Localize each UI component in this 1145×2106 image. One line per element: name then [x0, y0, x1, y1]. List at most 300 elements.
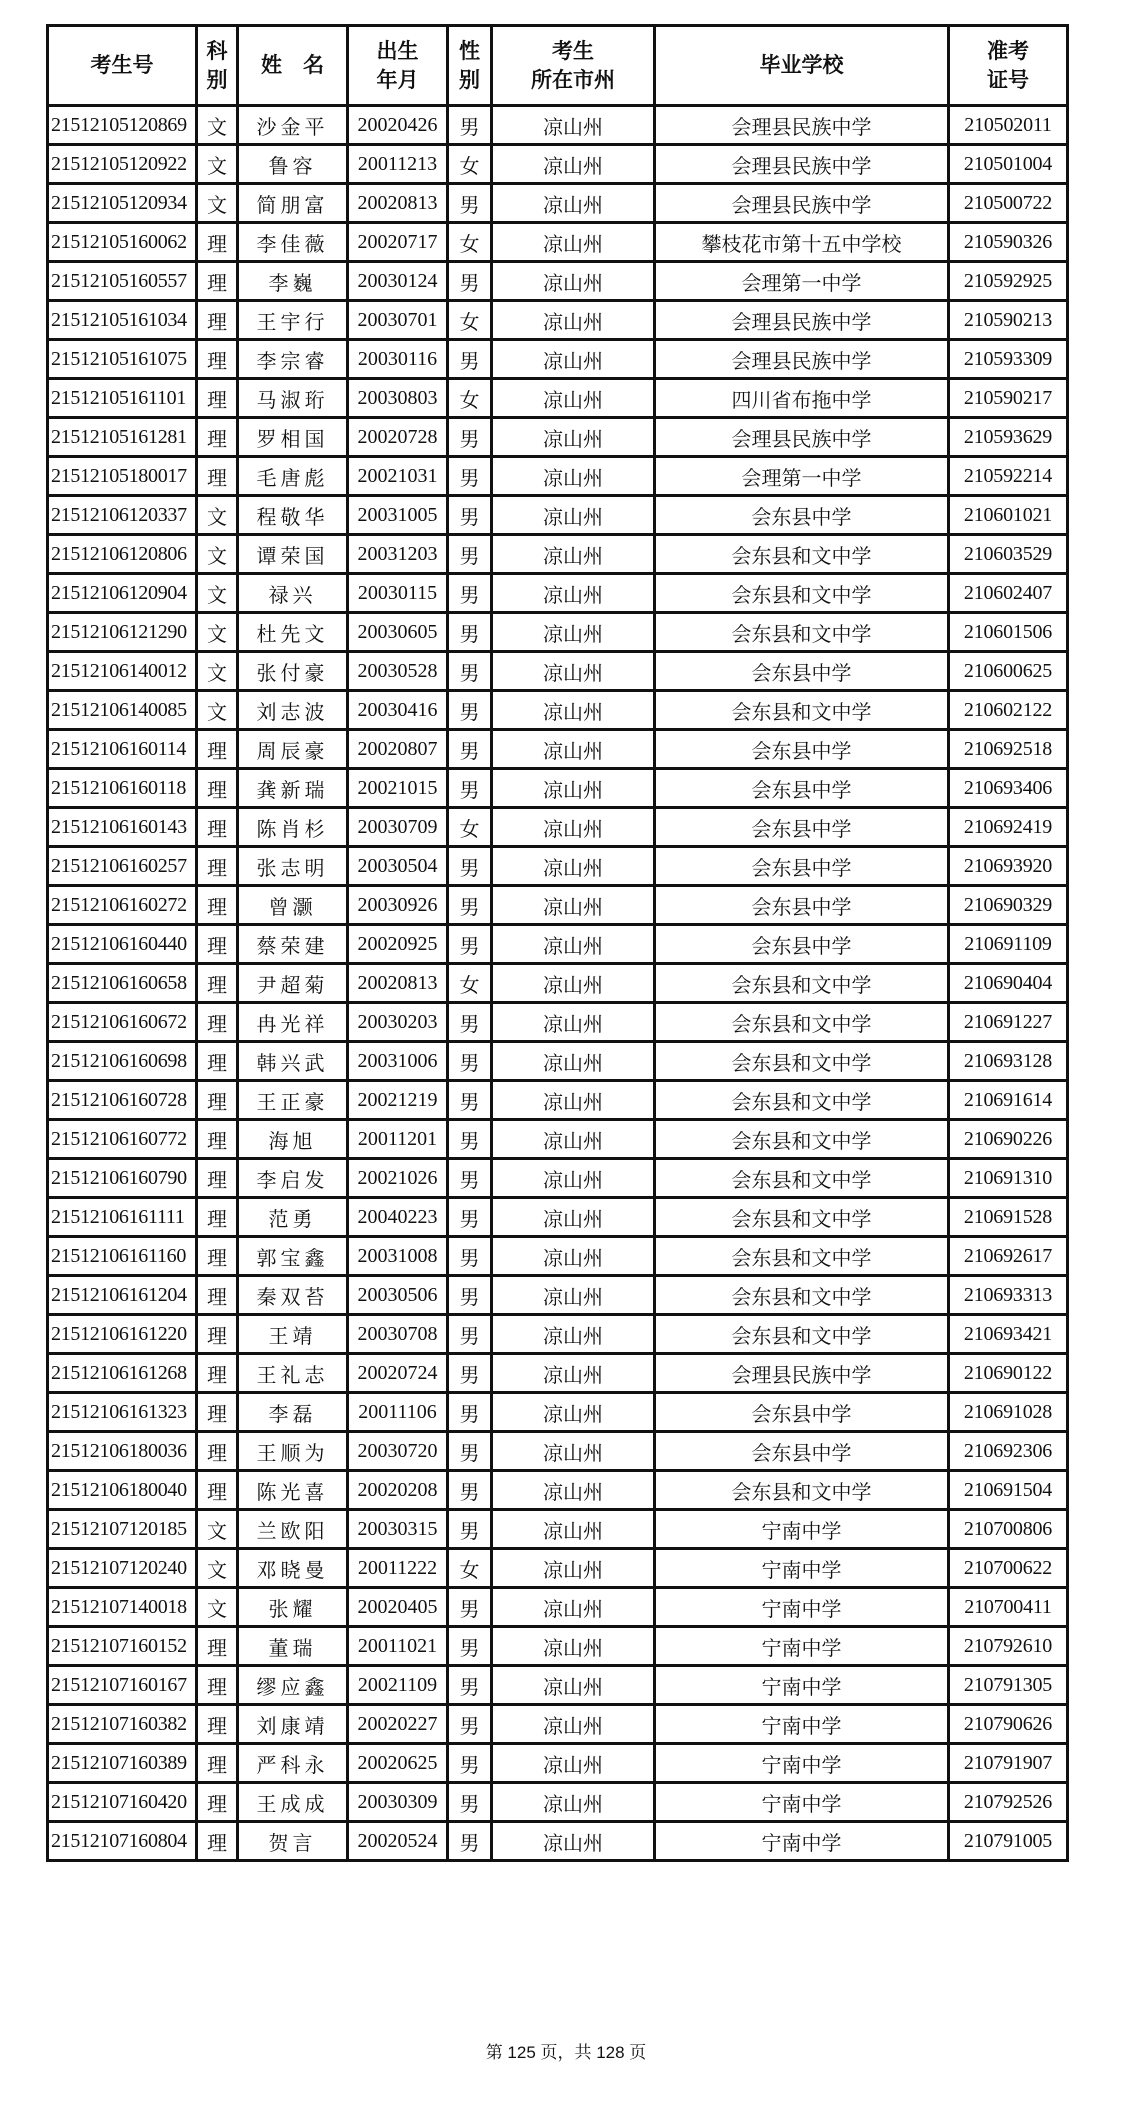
- gender-cell: 女: [448, 964, 492, 1003]
- name-cell: 王靖: [238, 1315, 348, 1354]
- table-row: [48, 1354, 1068, 1393]
- gender-cell: 男: [448, 418, 492, 457]
- header-gender: [448, 26, 492, 106]
- subject-cell: 文: [197, 691, 238, 730]
- name-cell: 龚新瑞: [238, 769, 348, 808]
- city-cell: 凉山州: [492, 1783, 655, 1822]
- ticket-cell: 210792610: [949, 1627, 1068, 1666]
- ticket-cell: 210601506: [949, 613, 1068, 652]
- gender-cell: 女: [448, 808, 492, 847]
- gender-cell: 男: [448, 1705, 492, 1744]
- subject-cell: 理: [197, 1471, 238, 1510]
- name-cell: 刘康靖: [238, 1705, 348, 1744]
- school-cell: 宁南中学: [655, 1822, 949, 1861]
- ticket-cell: 210691310: [949, 1159, 1068, 1198]
- ticket-cell: 210791305: [949, 1666, 1068, 1705]
- gender-cell: 男: [448, 691, 492, 730]
- birth-cell: 20020813: [348, 184, 448, 223]
- name-cell: 李宗睿: [238, 340, 348, 379]
- city-cell: 凉山州: [492, 1822, 655, 1861]
- subject-cell: 理: [197, 769, 238, 808]
- table-row: [48, 1588, 1068, 1627]
- school-cell: 会东县和文中学: [655, 1198, 949, 1237]
- candidate-id-cell: 21512106160143: [48, 808, 197, 847]
- header-city: [492, 26, 655, 106]
- candidate-id-cell: 21512105120922: [48, 145, 197, 184]
- city-cell: 凉山州: [492, 1705, 655, 1744]
- candidate-id-cell: 21512105120869: [48, 106, 197, 145]
- school-cell: 会东县和文中学: [655, 691, 949, 730]
- candidate-id-cell: 21512106161220: [48, 1315, 197, 1354]
- birth-cell: 20030315: [348, 1510, 448, 1549]
- candidate-id-cell: 21512107160167: [48, 1666, 197, 1705]
- gender-cell: 男: [448, 613, 492, 652]
- subject-cell: 理: [197, 847, 238, 886]
- candidate-id-cell: 21512107160804: [48, 1822, 197, 1861]
- birth-cell: 20020717: [348, 223, 448, 262]
- subject-cell: 文: [197, 1510, 238, 1549]
- ticket-cell: 210500722: [949, 184, 1068, 223]
- gender-cell: 男: [448, 1627, 492, 1666]
- subject-cell: 理: [197, 1705, 238, 1744]
- subject-cell: 理: [197, 262, 238, 301]
- school-cell: 会东县中学: [655, 769, 949, 808]
- birth-cell: 20030115: [348, 574, 448, 613]
- school-cell: 会东县和文中学: [655, 1471, 949, 1510]
- table-row: [48, 1744, 1068, 1783]
- name-cell: 程敬华: [238, 496, 348, 535]
- subject-cell: 文: [197, 184, 238, 223]
- city-cell: 凉山州: [492, 1120, 655, 1159]
- birth-cell: 20020426: [348, 106, 448, 145]
- subject-cell: 理: [197, 1627, 238, 1666]
- gender-cell: 男: [448, 1510, 492, 1549]
- table-row: [48, 1042, 1068, 1081]
- gender-cell: 男: [448, 1471, 492, 1510]
- ticket-cell: 210691614: [949, 1081, 1068, 1120]
- name-cell: 简朋富: [238, 184, 348, 223]
- city-cell: 凉山州: [492, 574, 655, 613]
- table-row: [48, 691, 1068, 730]
- name-cell: 沙金平: [238, 106, 348, 145]
- gender-cell: 男: [448, 1198, 492, 1237]
- school-cell: 会东县中学: [655, 886, 949, 925]
- city-cell: 凉山州: [492, 847, 655, 886]
- header-ticket: [949, 26, 1068, 106]
- candidate-id-cell: 21512105180017: [48, 457, 197, 496]
- gender-cell: 女: [448, 301, 492, 340]
- birth-cell: 20030203: [348, 1003, 448, 1042]
- table-row: [48, 145, 1068, 184]
- school-cell: 会理县民族中学: [655, 1354, 949, 1393]
- city-cell: 凉山州: [492, 106, 655, 145]
- birth-cell: 20030416: [348, 691, 448, 730]
- header-subject-line2: 别: [206, 67, 228, 92]
- candidate-id-cell: 21512106161160: [48, 1237, 197, 1276]
- ticket-cell: 210590217: [949, 379, 1068, 418]
- birth-cell: 20030605: [348, 613, 448, 652]
- birth-cell: 20031005: [348, 496, 448, 535]
- candidate-id-cell: 21512105160062: [48, 223, 197, 262]
- birth-cell: 20020227: [348, 1705, 448, 1744]
- school-cell: 会东县中学: [655, 652, 949, 691]
- gender-cell: 男: [448, 1120, 492, 1159]
- table-row: [48, 1120, 1068, 1159]
- header-city-line2: 所在市州: [531, 67, 615, 92]
- city-cell: 凉山州: [492, 1003, 655, 1042]
- ticket-cell: 210593309: [949, 340, 1068, 379]
- ticket-cell: 210690329: [949, 886, 1068, 925]
- birth-cell: 20030116: [348, 340, 448, 379]
- city-cell: 凉山州: [492, 613, 655, 652]
- school-cell: 宁南中学: [655, 1666, 949, 1705]
- city-cell: 凉山州: [492, 1315, 655, 1354]
- school-cell: 会东县和文中学: [655, 1003, 949, 1042]
- city-cell: 凉山州: [492, 1471, 655, 1510]
- school-cell: 会东县和文中学: [655, 535, 949, 574]
- name-cell: 范勇: [238, 1198, 348, 1237]
- subject-cell: 文: [197, 652, 238, 691]
- table-row: [48, 223, 1068, 262]
- city-cell: 凉山州: [492, 769, 655, 808]
- birth-cell: 20031008: [348, 1237, 448, 1276]
- candidate-id-cell: 21512106120337: [48, 496, 197, 535]
- name-cell: 罗相国: [238, 418, 348, 457]
- ticket-cell: 210690226: [949, 1120, 1068, 1159]
- ticket-cell: 210691504: [949, 1471, 1068, 1510]
- ticket-cell: 210700622: [949, 1549, 1068, 1588]
- gender-cell: 男: [448, 769, 492, 808]
- gender-cell: 男: [448, 1237, 492, 1276]
- subject-cell: 理: [197, 1276, 238, 1315]
- table-row: [48, 1471, 1068, 1510]
- school-cell: 会东县和文中学: [655, 1081, 949, 1120]
- subject-cell: 理: [197, 964, 238, 1003]
- ticket-cell: 210791907: [949, 1744, 1068, 1783]
- subject-cell: 文: [197, 613, 238, 652]
- gender-cell: 男: [448, 886, 492, 925]
- ticket-cell: 210501004: [949, 145, 1068, 184]
- subject-cell: 文: [197, 535, 238, 574]
- name-cell: 海旭: [238, 1120, 348, 1159]
- city-cell: 凉山州: [492, 652, 655, 691]
- table-row: [48, 1666, 1068, 1705]
- candidate-id-cell: 21512107160152: [48, 1627, 197, 1666]
- school-cell: 会东县和文中学: [655, 1120, 949, 1159]
- city-cell: 凉山州: [492, 535, 655, 574]
- school-cell: 会理第一中学: [655, 262, 949, 301]
- candidate-id-cell: 21512106120904: [48, 574, 197, 613]
- ticket-cell: 210692306: [949, 1432, 1068, 1471]
- school-cell: 会东县和文中学: [655, 964, 949, 1003]
- city-cell: 凉山州: [492, 1510, 655, 1549]
- candidate-id-cell: 21512106160658: [48, 964, 197, 1003]
- city-cell: 凉山州: [492, 1588, 655, 1627]
- gender-cell: 男: [448, 184, 492, 223]
- ticket-cell: 210592925: [949, 262, 1068, 301]
- gender-cell: 男: [448, 652, 492, 691]
- subject-cell: 理: [197, 301, 238, 340]
- gender-cell: 男: [448, 1783, 492, 1822]
- subject-cell: 理: [197, 1042, 238, 1081]
- name-cell: 郭宝鑫: [238, 1237, 348, 1276]
- name-cell: 李磊: [238, 1393, 348, 1432]
- city-cell: 凉山州: [492, 262, 655, 301]
- school-cell: 会东县中学: [655, 730, 949, 769]
- table-row: [48, 1003, 1068, 1042]
- candidate-id-cell: 21512106161111: [48, 1198, 197, 1237]
- subject-cell: 理: [197, 1237, 238, 1276]
- candidate-id-cell: 21512105120934: [48, 184, 197, 223]
- birth-cell: 20020208: [348, 1471, 448, 1510]
- subject-cell: 理: [197, 418, 238, 457]
- name-cell: 蔡荣建: [238, 925, 348, 964]
- city-cell: 凉山州: [492, 301, 655, 340]
- name-cell: 周辰豪: [238, 730, 348, 769]
- city-cell: 凉山州: [492, 1354, 655, 1393]
- gender-cell: 男: [448, 1666, 492, 1705]
- city-cell: 凉山州: [492, 340, 655, 379]
- birth-cell: 20030506: [348, 1276, 448, 1315]
- table-row: [48, 847, 1068, 886]
- name-cell: 王正豪: [238, 1081, 348, 1120]
- school-cell: 会理县民族中学: [655, 145, 949, 184]
- candidate-id-cell: 21512106160114: [48, 730, 197, 769]
- candidate-id-cell: 21512105161101: [48, 379, 197, 418]
- subject-cell: 文: [197, 145, 238, 184]
- name-cell: 马淑珩: [238, 379, 348, 418]
- school-cell: 会理县民族中学: [655, 340, 949, 379]
- birth-cell: 20011222: [348, 1549, 448, 1588]
- candidate-id-cell: 21512106140012: [48, 652, 197, 691]
- table-row: [48, 262, 1068, 301]
- subject-cell: 理: [197, 1003, 238, 1042]
- subject-cell: 文: [197, 1549, 238, 1588]
- subject-cell: 理: [197, 1783, 238, 1822]
- school-cell: 会东县中学: [655, 496, 949, 535]
- table-row: [48, 1198, 1068, 1237]
- city-cell: 凉山州: [492, 808, 655, 847]
- birth-cell: 20020813: [348, 964, 448, 1003]
- birth-cell: 20020807: [348, 730, 448, 769]
- header-candidate-id: 考生号: [48, 26, 197, 106]
- birth-cell: 20030708: [348, 1315, 448, 1354]
- name-cell: 毛唐彪: [238, 457, 348, 496]
- ticket-cell: 210693313: [949, 1276, 1068, 1315]
- table-row: [48, 1705, 1068, 1744]
- header-name: 姓 名: [238, 26, 348, 106]
- name-cell: 贺言: [238, 1822, 348, 1861]
- subject-cell: 理: [197, 1159, 238, 1198]
- city-cell: 凉山州: [492, 1159, 655, 1198]
- table-row: [48, 1237, 1068, 1276]
- birth-cell: 20020524: [348, 1822, 448, 1861]
- table-row: [48, 730, 1068, 769]
- birth-cell: 20020925: [348, 925, 448, 964]
- subject-cell: 理: [197, 223, 238, 262]
- name-cell: 王成成: [238, 1783, 348, 1822]
- school-cell: 会理县民族中学: [655, 106, 949, 145]
- subject-cell: 理: [197, 340, 238, 379]
- city-cell: 凉山州: [492, 379, 655, 418]
- school-cell: 会东县中学: [655, 925, 949, 964]
- gender-cell: 男: [448, 106, 492, 145]
- gender-cell: 女: [448, 379, 492, 418]
- subject-cell: 理: [197, 1393, 238, 1432]
- subject-cell: 理: [197, 925, 238, 964]
- gender-cell: 男: [448, 496, 492, 535]
- ticket-cell: 210593629: [949, 418, 1068, 457]
- gender-cell: 女: [448, 223, 492, 262]
- city-cell: 凉山州: [492, 1393, 655, 1432]
- candidate-id-cell: 21512107160420: [48, 1783, 197, 1822]
- name-cell: 兰欧阳: [238, 1510, 348, 1549]
- table-row: [48, 652, 1068, 691]
- candidate-id-cell: 21512106160272: [48, 886, 197, 925]
- candidate-id-cell: 21512106160728: [48, 1081, 197, 1120]
- birth-cell: 20020728: [348, 418, 448, 457]
- gender-cell: 男: [448, 1588, 492, 1627]
- subject-cell: 文: [197, 1588, 238, 1627]
- candidate-id-cell: 21512107160389: [48, 1744, 197, 1783]
- ticket-cell: 210693128: [949, 1042, 1068, 1081]
- candidate-id-cell: 21512106160698: [48, 1042, 197, 1081]
- birth-cell: 20030720: [348, 1432, 448, 1471]
- birth-cell: 20020625: [348, 1744, 448, 1783]
- city-cell: 凉山州: [492, 496, 655, 535]
- gender-cell: 男: [448, 340, 492, 379]
- birth-cell: 20020405: [348, 1588, 448, 1627]
- school-cell: 会理县民族中学: [655, 418, 949, 457]
- candidate-id-cell: 21512106160672: [48, 1003, 197, 1042]
- table-row: [48, 925, 1068, 964]
- school-cell: 会理县民族中学: [655, 301, 949, 340]
- school-cell: 会东县中学: [655, 1432, 949, 1471]
- name-cell: 禄兴: [238, 574, 348, 613]
- gender-cell: 男: [448, 574, 492, 613]
- ticket-cell: 210790626: [949, 1705, 1068, 1744]
- school-cell: 会东县和文中学: [655, 613, 949, 652]
- ticket-cell: 210700806: [949, 1510, 1068, 1549]
- subject-cell: 理: [197, 1666, 238, 1705]
- ticket-cell: 210601021: [949, 496, 1068, 535]
- subject-cell: 文: [197, 106, 238, 145]
- header-birth-line1: 出生: [376, 38, 419, 63]
- birth-cell: 20021109: [348, 1666, 448, 1705]
- name-cell: 陈肖杉: [238, 808, 348, 847]
- name-cell: 冉光祥: [238, 1003, 348, 1042]
- ticket-cell: 210693920: [949, 847, 1068, 886]
- name-cell: 王宇行: [238, 301, 348, 340]
- candidate-id-cell: 21512106180040: [48, 1471, 197, 1510]
- table-row: [48, 1627, 1068, 1666]
- candidate-id-cell: 21512105160557: [48, 262, 197, 301]
- birth-cell: 20031203: [348, 535, 448, 574]
- name-cell: 陈光喜: [238, 1471, 348, 1510]
- birth-cell: 20021026: [348, 1159, 448, 1198]
- name-cell: 缪应鑫: [238, 1666, 348, 1705]
- school-cell: 会理第一中学: [655, 457, 949, 496]
- name-cell: 尹超菊: [238, 964, 348, 1003]
- ticket-cell: 210691227: [949, 1003, 1068, 1042]
- table-row: [48, 106, 1068, 145]
- gender-cell: 女: [448, 1549, 492, 1588]
- candidate-id-cell: 21512106160118: [48, 769, 197, 808]
- header-school: 毕业学校: [655, 26, 949, 106]
- table-row: [48, 808, 1068, 847]
- city-cell: 凉山州: [492, 964, 655, 1003]
- birth-cell: 20031006: [348, 1042, 448, 1081]
- gender-cell: 男: [448, 925, 492, 964]
- gender-cell: 男: [448, 1315, 492, 1354]
- ticket-cell: 210691028: [949, 1393, 1068, 1432]
- city-cell: 凉山州: [492, 1627, 655, 1666]
- gender-cell: 男: [448, 730, 492, 769]
- table-row: [48, 769, 1068, 808]
- gender-cell: 男: [448, 1822, 492, 1861]
- city-cell: 凉山州: [492, 886, 655, 925]
- birth-cell: 20021015: [348, 769, 448, 808]
- table-row: [48, 496, 1068, 535]
- school-cell: 宁南中学: [655, 1744, 949, 1783]
- gender-cell: 男: [448, 1081, 492, 1120]
- subject-cell: 理: [197, 1432, 238, 1471]
- candidate-id-cell: 21512105161034: [48, 301, 197, 340]
- birth-cell: 20011201: [348, 1120, 448, 1159]
- candidate-id-cell: 21512106161323: [48, 1393, 197, 1432]
- city-cell: 凉山州: [492, 418, 655, 457]
- gender-cell: 男: [448, 1393, 492, 1432]
- school-cell: 宁南中学: [655, 1783, 949, 1822]
- subject-cell: 理: [197, 886, 238, 925]
- table-row: [48, 1549, 1068, 1588]
- ticket-cell: 210592214: [949, 457, 1068, 496]
- subject-cell: 理: [197, 1198, 238, 1237]
- city-cell: 凉山州: [492, 730, 655, 769]
- name-cell: 严科永: [238, 1744, 348, 1783]
- candidate-id-cell: 21512106160772: [48, 1120, 197, 1159]
- table-row: [48, 418, 1068, 457]
- city-cell: 凉山州: [492, 691, 655, 730]
- candidate-id-cell: 21512106160440: [48, 925, 197, 964]
- candidate-id-cell: 21512106121290: [48, 613, 197, 652]
- birth-cell: 20030709: [348, 808, 448, 847]
- ticket-cell: 210602407: [949, 574, 1068, 613]
- gender-cell: 男: [448, 1432, 492, 1471]
- header-gender-line1: 性: [459, 38, 480, 63]
- page-number: 第 125 页，共 128 页: [485, 2043, 647, 2062]
- birth-cell: 20040223: [348, 1198, 448, 1237]
- birth-cell: 20030528: [348, 652, 448, 691]
- ticket-cell: 210690122: [949, 1354, 1068, 1393]
- subject-cell: 理: [197, 457, 238, 496]
- subject-cell: 文: [197, 574, 238, 613]
- table-row: [48, 886, 1068, 925]
- gender-cell: 男: [448, 535, 492, 574]
- header-subject: [197, 26, 238, 106]
- ticket-cell: 210693406: [949, 769, 1068, 808]
- city-cell: 凉山州: [492, 1666, 655, 1705]
- header-ticket-line1: 准考: [987, 38, 1029, 63]
- ticket-cell: 210692419: [949, 808, 1068, 847]
- candidate-id-cell: 21512106160790: [48, 1159, 197, 1198]
- subject-cell: 理: [197, 730, 238, 769]
- city-cell: 凉山州: [492, 223, 655, 262]
- city-cell: 凉山州: [492, 457, 655, 496]
- school-cell: 会理县民族中学: [655, 184, 949, 223]
- ticket-cell: 210700411: [949, 1588, 1068, 1627]
- table-row: [48, 1432, 1068, 1471]
